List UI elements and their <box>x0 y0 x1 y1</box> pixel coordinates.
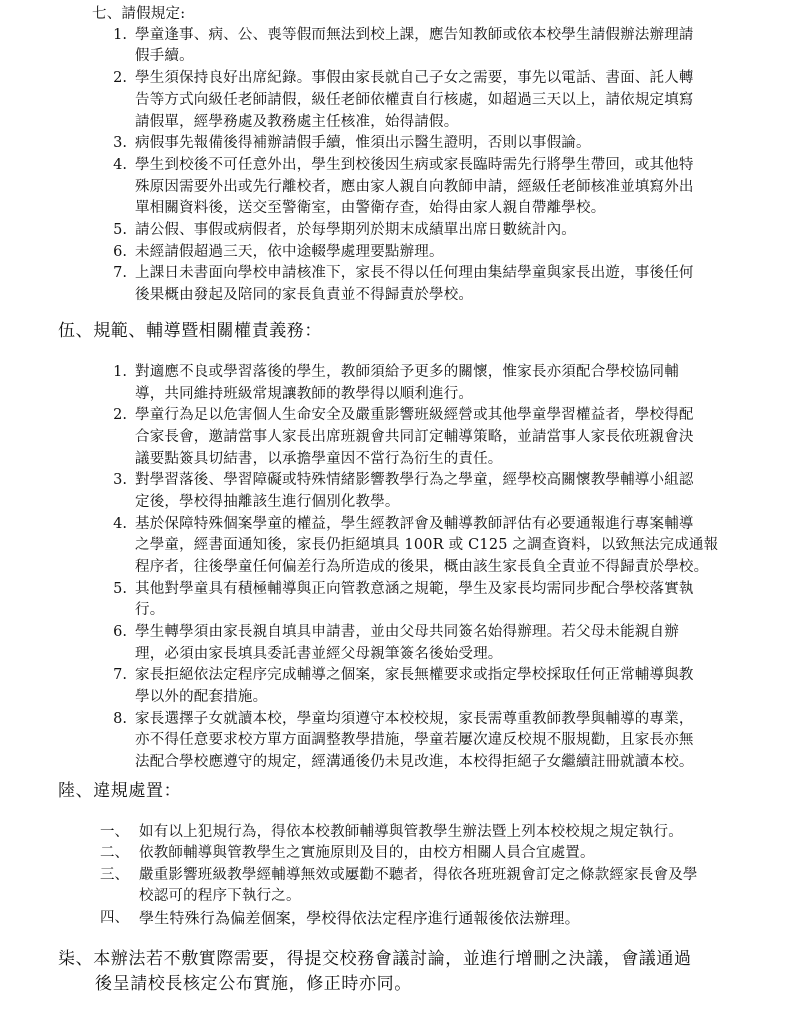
rule-line: 假手續。 <box>135 48 194 64</box>
duty-line: 程序者，往後學童任何偏差行為所造成的後果，概由該生家長負全責並不得歸責於學校。 <box>135 559 709 575</box>
duty-number: 5. <box>113 581 127 597</box>
rule-number: 3. <box>113 135 127 151</box>
duty-number: 8. <box>113 711 127 727</box>
penalty-number: 二、 <box>100 845 129 861</box>
rule-line: 學生須保持良好出席紀錄。事假由家長就自己子女之需要，事先以電話、書面、託人轉 <box>135 70 694 86</box>
penalty-line: 校認可的程序下執行之。 <box>139 888 301 904</box>
rule-number: 7. <box>113 265 127 281</box>
rule-line: 告等方式向級任老師請假，級任老師依權責自行核處，如超過三天以上，請依規定填寫 <box>135 92 694 108</box>
section-heading-wu: 伍、規範、輔導暨相關權責義務： <box>58 321 322 341</box>
duty-line: 基於保障特殊個案學童的權益，學生經教評會及輔導教師評估有必要通報進行專案輔導 <box>135 516 694 532</box>
penalty-number: 一、 <box>100 824 129 840</box>
rule-line: 上課日未書面向學校申請核准下，家長不得以任何理由集結學童與家長出遊，事後任何 <box>135 265 694 281</box>
duty-number: 3. <box>113 472 127 488</box>
duty-line: 其他對學童具有積極輔導與正向管教意涵之規範，學生及家長均需同步配合學校落實執 <box>135 581 694 597</box>
rule-number: 4. <box>113 157 127 173</box>
rules-heading: 七、請假規定: <box>92 6 186 22</box>
rule-line: 單相關資料後，送交至警衛室，由警衛存查，始得由家人親自帶離學校。 <box>135 200 606 216</box>
rule-line: 未經請假超過三天，依中途輟學處理要點辦理。 <box>135 244 444 260</box>
penalty-line: 依教師輔導與管教學生之實施原則及目的，由校方相關人員合宜處置。 <box>139 845 595 861</box>
duty-line: 導，共同維持班級常規讓教師的教學得以順利進行。 <box>135 386 474 402</box>
rule-line: 殊原因需要外出或先行離校者，應由家人親自向教師申請，經級任老師核准並填寫外出 <box>135 179 694 195</box>
rule-number: 6. <box>113 244 127 260</box>
penalty-line: 學生特殊行為偏差個案，學校得依法定程序進行通報後依法辦理。 <box>139 909 580 927</box>
duty-line: 家長選擇子女就讀本校，學童均須遵守本校校規，家長需尊重教師教學與輔導的專業， <box>135 711 694 727</box>
rule-line: 病假事先報備後得補辦請假手續，惟須出示醫生證明，否則以事假論。 <box>135 135 591 151</box>
penalty-number: 四、 <box>100 910 129 926</box>
rule-number: 2. <box>113 70 127 86</box>
rule-line: 學生到校後不可任意外出，學生到校後因生病或家長臨時需先行將學生帶回，或其他特 <box>135 157 694 173</box>
penalty-line: 如有以上犯規行為，得依本校教師輔導與管教學生辦法暨上列本校校規之規定執行。 <box>139 824 683 840</box>
duty-line: 學童行為足以危害個人生命安全及嚴重影響班級經營或其他學童學習權益者，學校得配 <box>135 407 694 423</box>
duty-line: 理，必須由家長填具委託書並經父母親筆簽名後始受理。 <box>135 646 503 662</box>
rule-line: 請公假、事假或病假者，於每學期列於期末成績單出席日數統計內。 <box>135 222 576 238</box>
duty-line: 學以外的配套措施。 <box>135 689 268 705</box>
duty-line: 之學童，經書面通知後，家長仍拒絕填具 100R 或 C125 之調查資料，以致無法完成通報 <box>135 537 719 553</box>
closing-clause-line: 柒、本辦法若不敷實際需要，得提交校務會議討論，並進行增刪之決議，會議通過 <box>58 949 692 969</box>
duty-line: 行。 <box>135 602 165 618</box>
closing-clause-line: 後呈請校長核定公布實施，修正時亦同。 <box>95 974 412 994</box>
duty-line: 亦不得任意要求校方單方面調整教學措施，學童若屢次違反校規不服規勸，且家長亦無 <box>135 732 694 748</box>
rule-number: 5. <box>113 222 127 238</box>
duty-number: 6. <box>113 624 127 640</box>
duty-number: 2. <box>113 407 127 423</box>
duty-line: 定後，學校得抽離該生進行個別化教學。 <box>135 494 400 510</box>
rule-line: 學童逢事、病、公、喪等假而無法到校上課，應告知教師或依本校學生請假辦法辦理請 <box>135 27 694 43</box>
section-heading-liu: 陸、違規處置： <box>58 781 182 801</box>
penalty-number: 三、 <box>100 867 129 883</box>
duty-line: 議要點簽具切結書，以承擔學童因不當行為衍生的責任。 <box>135 451 503 467</box>
duty-line: 家長拒絕依法定程序完成輔導之個案，家長無權要求或指定學校採取任何正常輔導與教 <box>135 667 694 683</box>
duty-line: 法配合學校應遵守的規定，經溝通後仍未見改進，本校得拒絕子女繼續註冊就讀本校。 <box>135 754 694 770</box>
rule-line: 請假單，經學務處及教務處主任核准，始得請假。 <box>135 114 459 130</box>
duty-number: 1. <box>113 364 127 380</box>
duty-line: 合家長會，邀請當事人家長出席班親會共同訂定輔導策略，並請當事人家長依班親會決 <box>135 429 694 445</box>
duty-line: 學生轉學須由家長親自填具申請書，並由父母共同簽名始得辦理。若父母未能親自辦 <box>135 624 679 640</box>
duty-line: 對學習落後、學習障礙或特殊情緒影響教學行為之學童，經學校高關懷教學輔導小組認 <box>135 472 694 488</box>
duty-number: 4. <box>113 516 127 532</box>
duty-number: 7. <box>113 667 127 683</box>
duty-line: 對適應不良或學習落後的學生，教師須給予更多的關懷，惟家長亦須配合學校協同輔 <box>135 364 679 380</box>
rule-line: 後果概由發起及陪同的家長負責並不得歸責於學校。 <box>135 287 474 303</box>
penalty-line: 嚴重影響班級教學經輔導無效或屢勸不聽者，得依各班班親會訂定之條款經家長會及學 <box>139 867 698 883</box>
rule-number: 1. <box>113 27 127 43</box>
